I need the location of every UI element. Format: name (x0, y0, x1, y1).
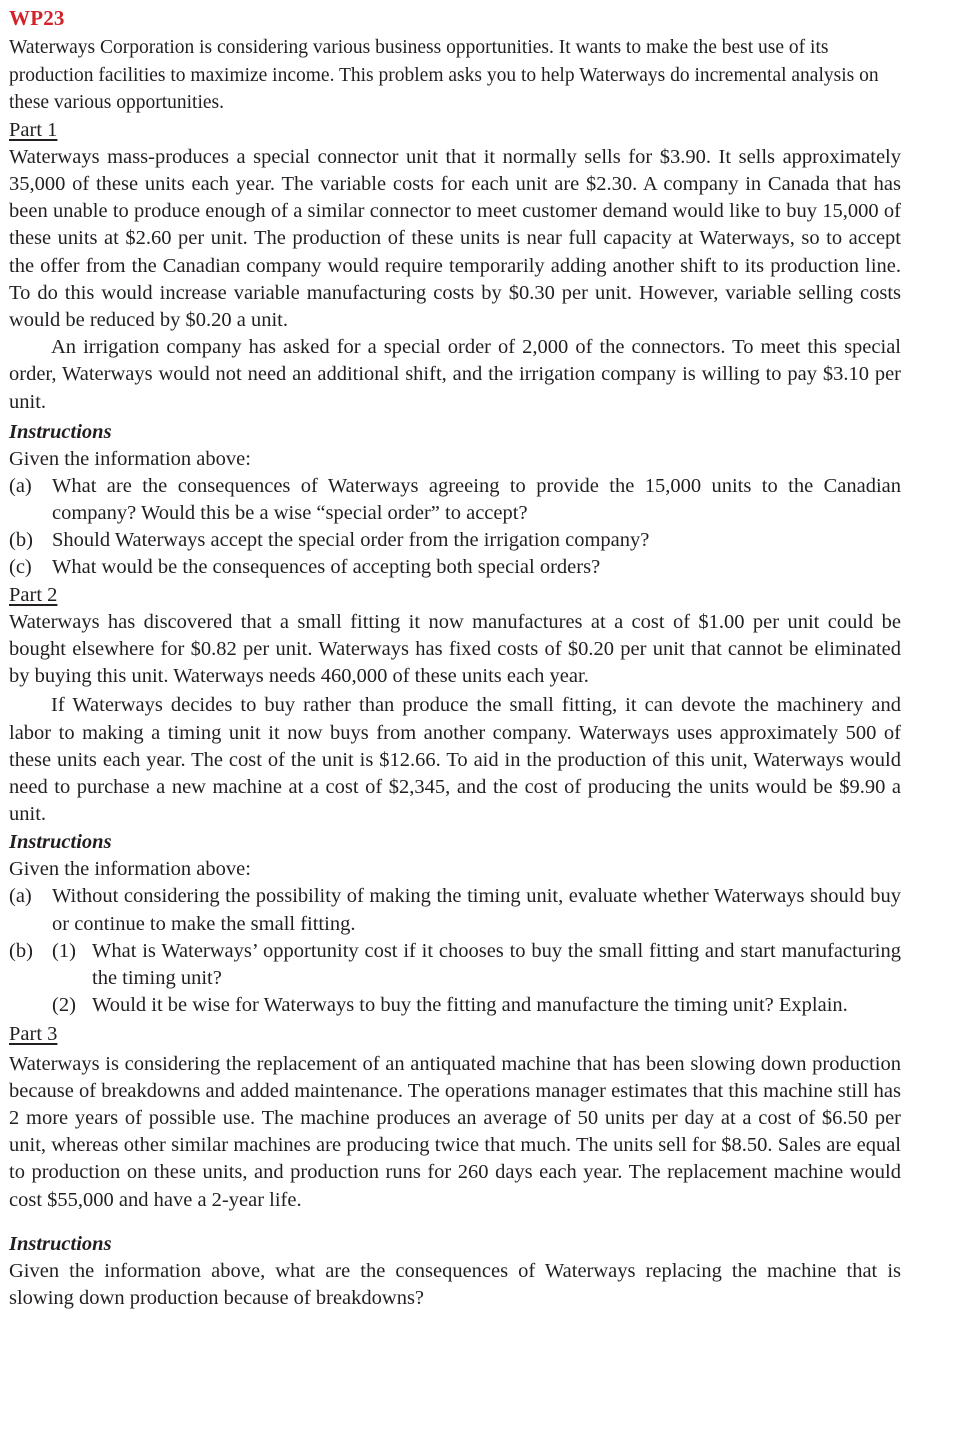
part-2-paragraph-2: If Waterways decides to buy rather than produce the small fitting, it can devote the machinery and labor to making a timing unit it now buys from another company. Waterways uses approximately 500 of these units each year. The cost of the unit is $12.66. To aid in the production of this unit, Waterways would need to purchase a new machine at a cost of $2,345, and the cost of producing the units would be $9.90 a unit. (9, 694, 901, 826)
problem-title: WP23 (9, 6, 65, 30)
question-text: Should Waterways accept the special order from the irrigation company? (52, 529, 650, 552)
question-text: Without considering the possibility of making the timing unit, evaluate whether Waterways should buy or continue to make the small fitting. (52, 885, 901, 935)
part-3-paragraph-1: Waterways is considering the replacement of an antiquated machine that has been slowing down production because of breakdowns and added maintenance. The operations manager estimates that this machine still has 2 more years of possible use. The machine produces an average of 50 units per day at a cost of $6.50 per unit, whereas other similar machines are producing twice that much. The units sell for $8.50. Sales are equal to production on these units, and production runs for 260 days each year. The replacement machine would cost $55,000 and have a 2-year life. (9, 1052, 901, 1211)
question-label: (a) (9, 474, 32, 497)
part-2-question-b-1 (52, 938, 901, 992)
part-1-instructions-heading: Instructions (9, 420, 112, 443)
sub-question-list (52, 938, 901, 1020)
question-label: (b) (9, 529, 33, 552)
sub-question-text: What is Waterways’ opportunity cost if it chooses to buy the small fitting and start manufacturing the timing unit? (92, 939, 901, 989)
question-label: (b) (9, 939, 33, 962)
part-2-question-a (9, 883, 901, 937)
part-2-question-b (9, 938, 901, 1020)
sub-question-label: (1) (52, 939, 76, 962)
part-1-section (9, 117, 901, 582)
sub-question-text: Would it be wise for Waterways to buy the fitting and manufacture the timing unit? Explain. (92, 994, 848, 1017)
problem-page (9, 4, 901, 1312)
part-3-instructions-heading: Instructions (9, 1232, 112, 1255)
part-2-label: Part 2 (9, 583, 58, 606)
spacer (9, 1214, 901, 1230)
part-1-paragraph-1: Waterways mass-produces a special connector unit that it normally sells for $3.90. It sells approximately 35,000 of these units each year. The variable costs for each unit are $2.30. A company in Canada that has been unable to produce enough of a similar connector to meet customer demand would like to buy 15,000 of these units at $2.60 per unit. The production of these units is near full capacity at Waterways, so to accept the offer from the Canadian company would require temporarily adding another shift to its production line. To do this would increase variable manufacturing costs by $0.30 per unit. However, variable selling costs would be reduced by $0.20 a unit. (9, 145, 901, 331)
question-label: (c) (9, 556, 32, 579)
part-2-given-text: Given the information above: (9, 858, 251, 881)
part-1-label: Part 1 (9, 118, 58, 141)
question-label: (a) (9, 885, 32, 908)
question-text: What would be the consequences of accepting both special orders? (52, 556, 601, 579)
part-2-question-b-2 (52, 992, 901, 1019)
intro-paragraph: Waterways Corporation is considering various business opportunities. It wants to make the best use of its production facilities to maximize income. This problem asks you to help Waterways do incremental analysis on these various opportunities. (9, 37, 879, 113)
part-2-instructions-heading: Instructions (9, 831, 112, 854)
part-2-section (9, 582, 901, 1020)
part-3-section (9, 1021, 901, 1312)
part-1-given-text: Given the information above: (9, 447, 251, 470)
part-1-paragraph-2: An irrigation company has asked for a special order of 2,000 of the connectors. To meet this special order, Waterways would not need an additional shift, and the irrigation company is willing to pay $3.10 per unit. (9, 336, 901, 413)
part-1-question-c (9, 554, 901, 581)
part-3-label: Part 3 (9, 1023, 58, 1046)
question-text: What are the consequences of Waterways agreeing to provide the 15,000 units to the Canadian company? Would this be a wise “special order” to accept? (52, 474, 901, 524)
part-2-paragraph-1: Waterways has discovered that a small fitting it now manufactures at a cost of $1.00 per unit could be bought elsewhere for $0.82 per unit. Waterways has fixed costs of $0.20 per unit that cannot be eliminated by buying this unit. Waterways needs 460,000 of these units each year. (9, 610, 901, 688)
part-1-question-b (9, 527, 901, 554)
part-1-question-a (9, 473, 901, 527)
part-3-given-text: Given the information above, what are the consequences of Waterways replacing the machine that is slowing down production because of breakdowns? (9, 1259, 901, 1310)
sub-question-label: (2) (52, 994, 76, 1017)
